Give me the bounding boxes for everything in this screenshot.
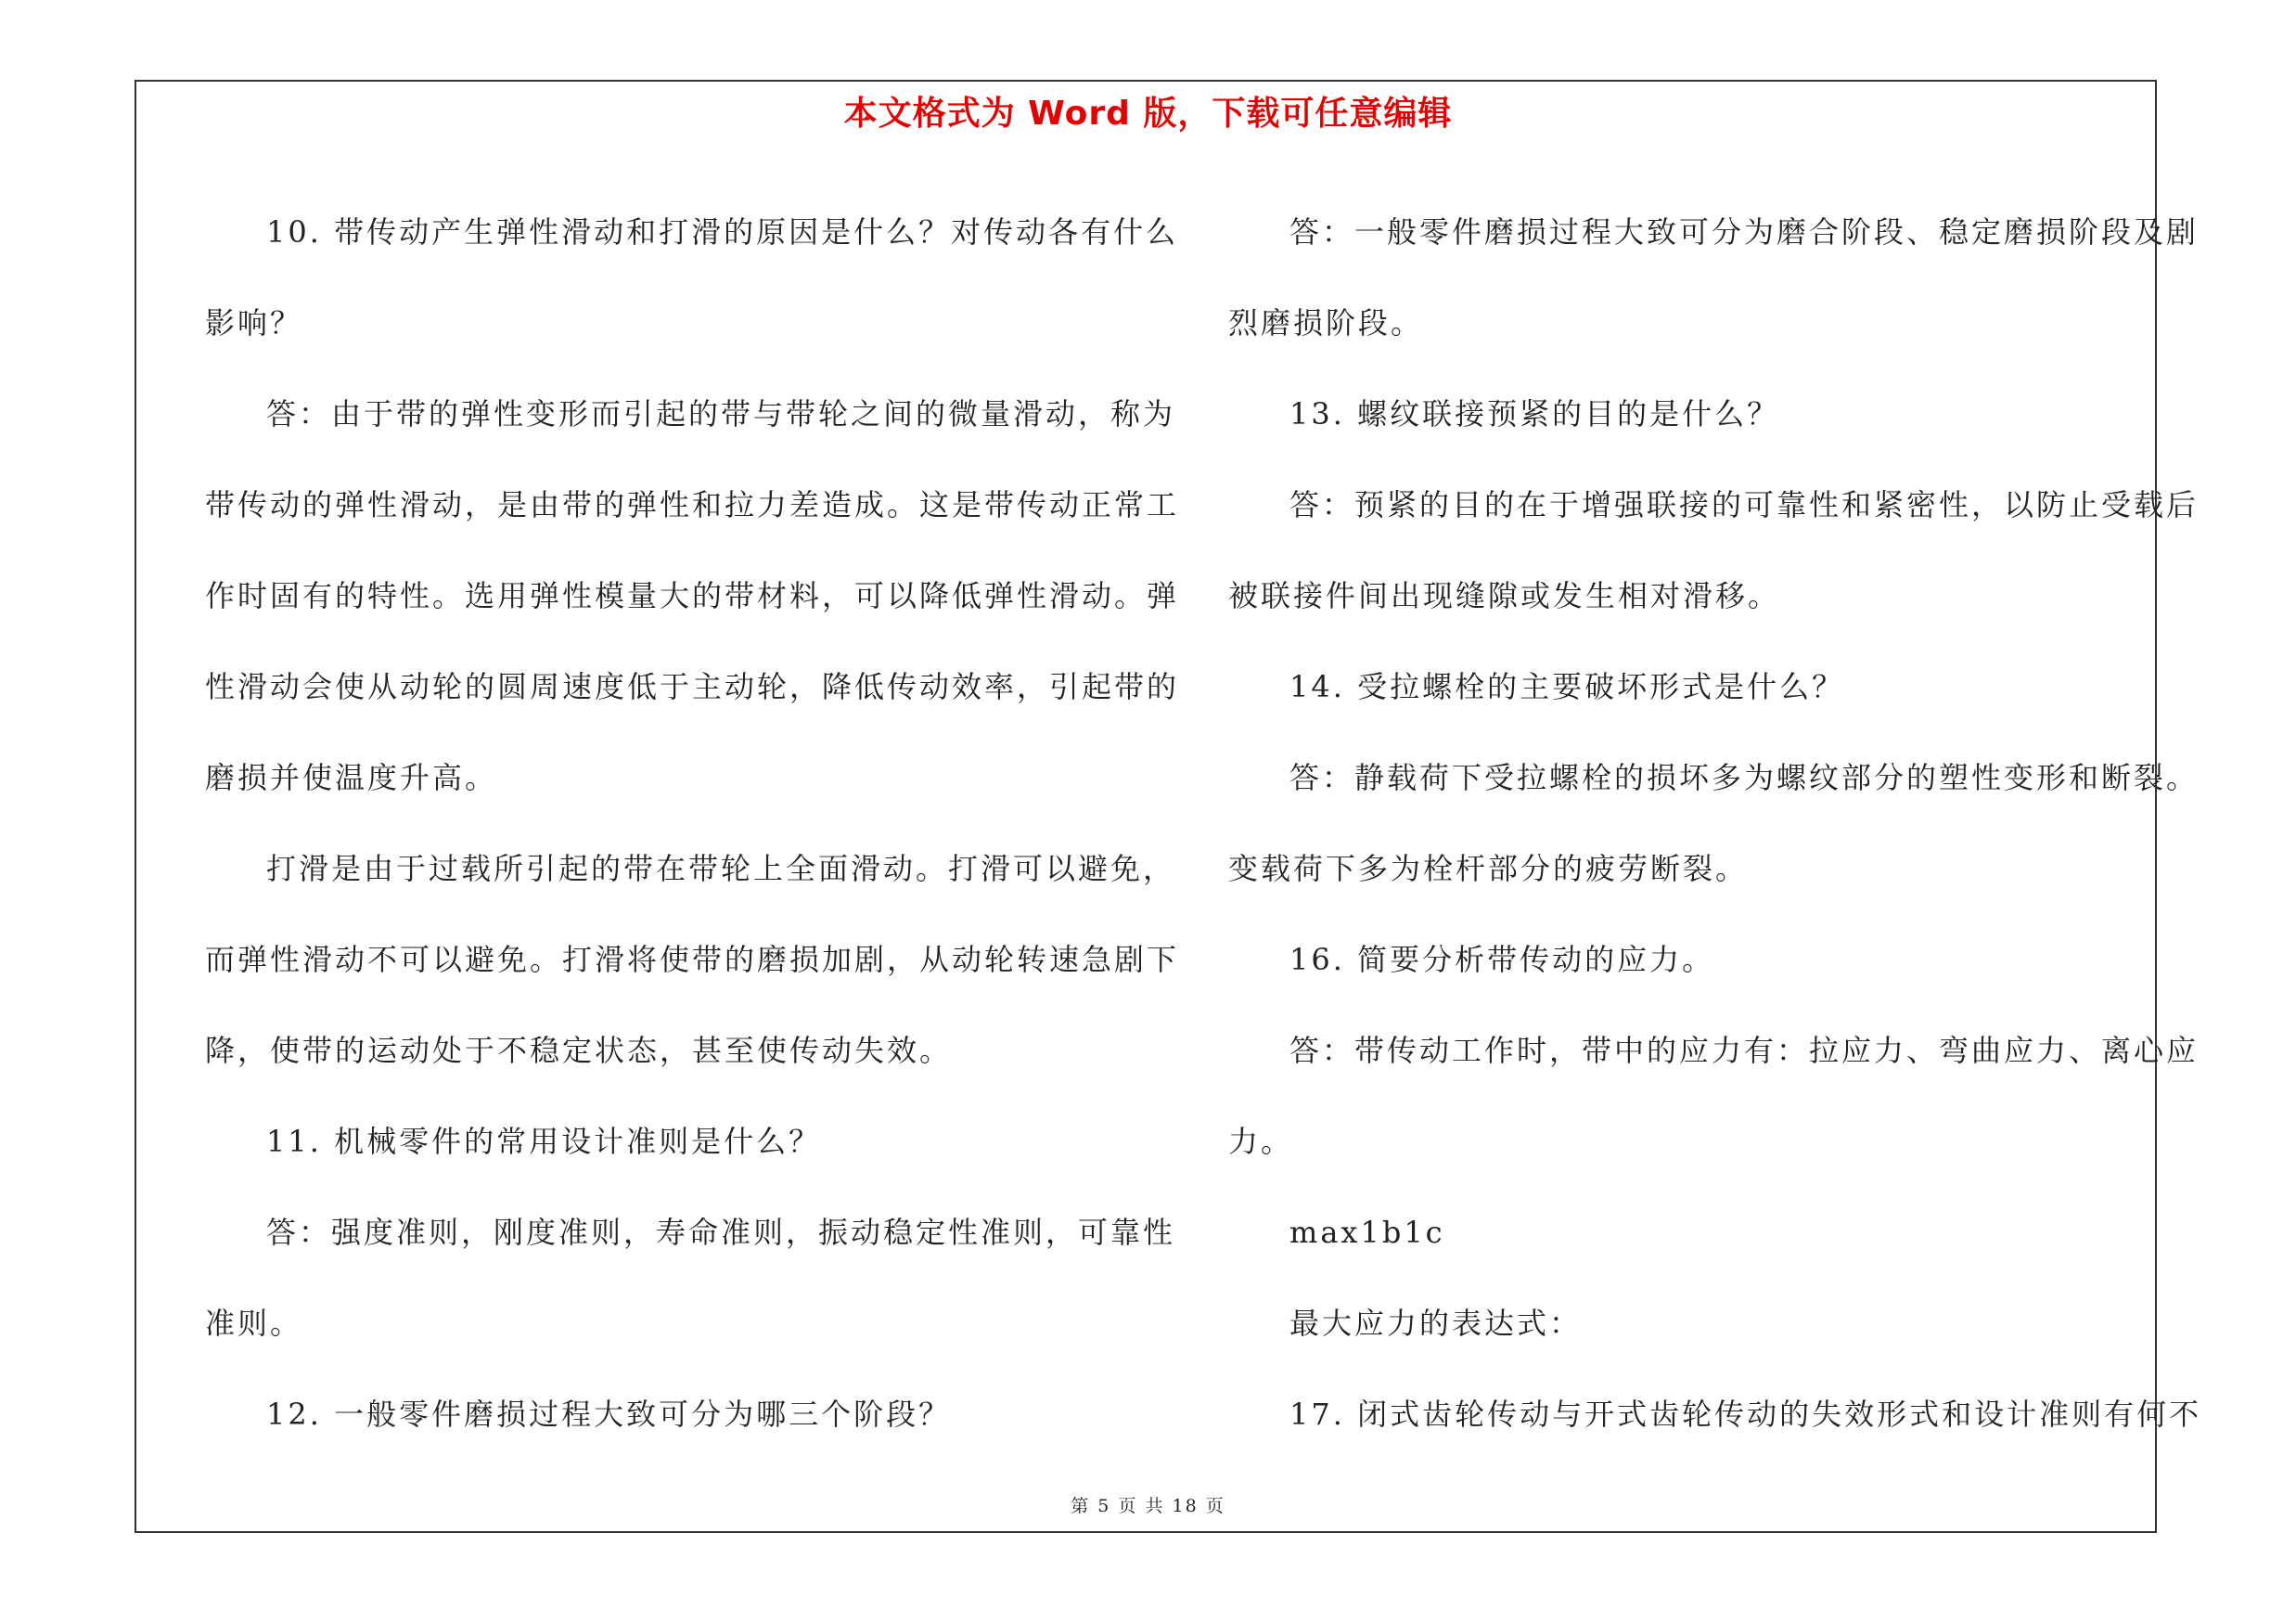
format-notice-banner: 本文格式为 Word 版，下载可任意编辑	[843, 95, 1453, 133]
text-line: 11. 机械零件的常用设计准则是什么？	[266, 1124, 822, 1159]
text-line: 作时固有的特性。选用弹性模量大的带材料，可以降低弹性滑动。弹	[205, 578, 1180, 613]
text-line: 答：由于带的弹性变形而引起的带与带轮之间的微量滑动，称为	[266, 396, 1176, 432]
text-line: 答：预紧的目的在于增强联接的可靠性和紧密性，以防止受载后	[1289, 487, 2200, 522]
text-line: 最大应力的表达式：	[1289, 1306, 1583, 1341]
text-line: 答：带传动工作时，带中的应力有：拉应力、弯曲应力、离心应	[1289, 1033, 2200, 1068]
left-text-column	[205, 187, 1180, 1460]
text-line: 而弹性滑动不可以避免。打滑将使带的磨损加剧，从动轮转速急剧下	[205, 942, 1180, 977]
text-line: 准则。	[205, 1306, 303, 1341]
text-line: 带传动的弹性滑动，是由带的弹性和拉力差造成。这是带传动正常工	[205, 487, 1180, 522]
text-line: 磨损并使温度升高。	[205, 760, 498, 795]
text-line: 答：一般零件磨损过程大致可分为磨合阶段、稳定磨损阶段及剧	[1289, 214, 2200, 250]
page-number-footer: 第 5 页 共 18 页	[1071, 1496, 1225, 1516]
text-line: 打滑是由于过载所引起的带在带轮上全面滑动。打滑可以避免，	[266, 851, 1176, 886]
text-line: 烈磨损阶段。	[1228, 305, 1424, 341]
text-line: max1b1c	[1289, 1215, 1445, 1250]
text-line: 答：强度准则，刚度准则，寿命准则，振动稳定性准则，可靠性	[266, 1215, 1176, 1250]
text-line: 被联接件间出现缝隙或发生相对滑移。	[1228, 578, 1781, 613]
text-line: 13. 螺纹联接预紧的目的是什么？	[1289, 396, 1780, 432]
text-line: 答：静载荷下受拉螺栓的损坏多为螺纹部分的塑性变形和断裂。	[1289, 760, 2200, 795]
text-line: 16. 简要分析带传动的应力。	[1289, 942, 1715, 977]
text-line: 变载荷下多为栓杆部分的疲劳断裂。	[1228, 851, 1749, 886]
text-line: 14. 受拉螺栓的主要破坏形式是什么？	[1289, 669, 1845, 704]
text-line: 12. 一般零件磨损过程大致可分为哪三个阶段？	[266, 1397, 952, 1432]
text-line: 10. 带传动产生弹性滑动和打滑的原因是什么？对传动各有什么	[266, 214, 1179, 250]
text-line: 影响？	[205, 305, 303, 341]
text-line: 性滑动会使从动轮的圆周速度低于主动轮，降低传动效率，引起带的	[205, 669, 1180, 704]
text-line: 力。	[1228, 1124, 1294, 1159]
right-text-column	[1228, 187, 2202, 1460]
text-line: 降，使带的运动处于不稳定状态，甚至使传动失效。	[205, 1033, 953, 1068]
text-line: 17. 闭式齿轮传动与开式齿轮传动的失效形式和设计准则有何不	[1289, 1397, 2202, 1432]
